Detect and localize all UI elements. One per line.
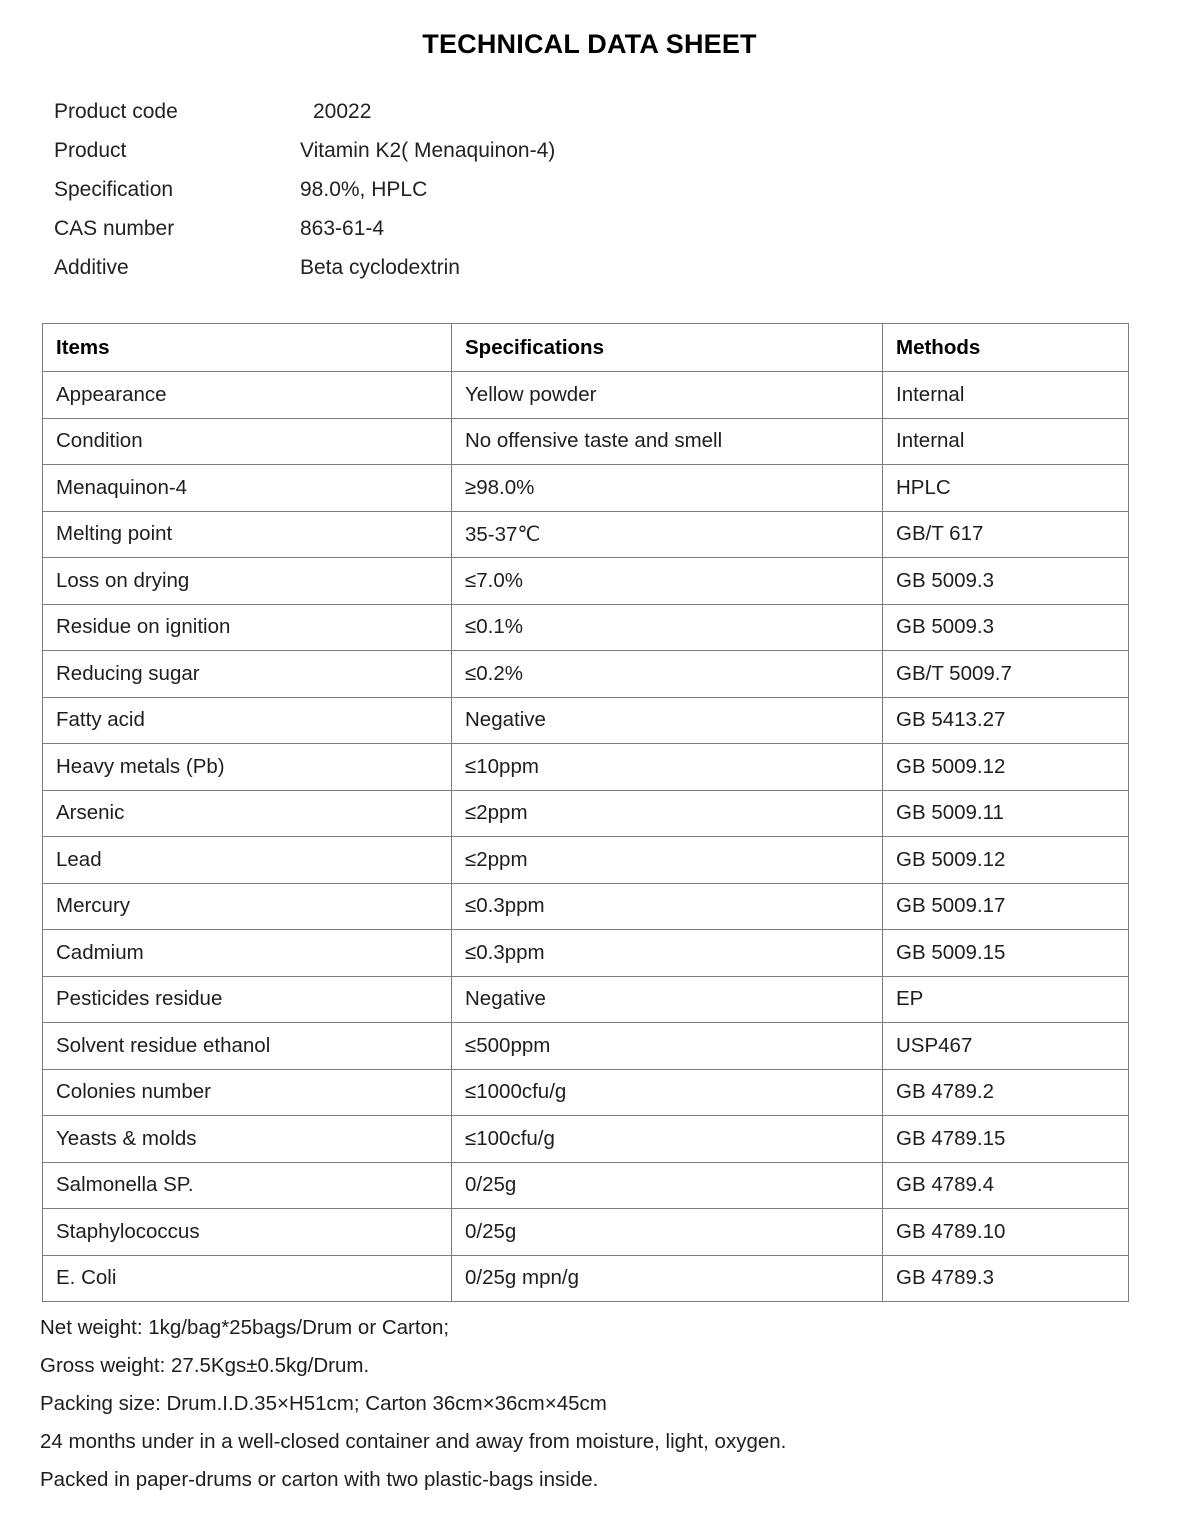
note-line: Packing size: Drum.I.D.35×H51cm; Carton 36cm×36cm×45cm	[40, 1392, 607, 1415]
meta-row	[54, 100, 1179, 139]
meta-row	[54, 178, 1179, 217]
cell-item: Fatty acid	[43, 697, 452, 744]
note-line: Net weight: 1kg/bag*25bags/Drum or Carton;	[40, 1316, 450, 1339]
specification-table-container	[0, 323, 1179, 1302]
table-row	[43, 697, 1129, 744]
cell-specification: 0/25g	[452, 1209, 883, 1256]
cell-method: GB 4789.4	[883, 1162, 1129, 1209]
cell-item: Colonies number	[43, 1069, 452, 1116]
meta-label: Additive	[54, 256, 129, 279]
cell-item: Reducing sugar	[43, 651, 452, 698]
meta-row	[54, 217, 1179, 256]
cell-specification: ≤0.2%	[452, 651, 883, 698]
cell-item: Menaquinon-4	[43, 465, 452, 512]
cell-specification: ≤1000cfu/g	[452, 1069, 883, 1116]
cell-item: Salmonella SP.	[43, 1162, 452, 1209]
table-head	[43, 324, 1129, 372]
meta-value: 20022	[313, 100, 372, 123]
cell-item: Yeasts & molds	[43, 1116, 452, 1163]
cell-method: Internal	[883, 372, 1129, 419]
meta-label: Product code	[54, 100, 178, 123]
cell-specification: 0/25g	[452, 1162, 883, 1209]
meta-row	[54, 256, 1179, 295]
cell-specification: ≤2ppm	[452, 790, 883, 837]
cell-specification: ≤0.3ppm	[452, 930, 883, 977]
table-row	[43, 883, 1129, 930]
table-row	[43, 744, 1129, 791]
table-header-row	[43, 324, 1129, 372]
meta-value: 863-61-4	[300, 217, 385, 240]
cell-specification: Negative	[452, 976, 883, 1023]
note-line: 24 months under in a well-closed container and away from moisture, light, oxygen.	[40, 1430, 787, 1453]
meta-value: 98.0%, HPLC	[300, 178, 428, 201]
meta-label: CAS number	[54, 217, 175, 240]
table-row	[43, 1255, 1129, 1302]
table-row	[43, 651, 1129, 698]
product-meta-block	[0, 100, 1179, 295]
cell-item: Condition	[43, 418, 452, 465]
cell-method: GB 5009.3	[883, 558, 1129, 605]
table-row	[43, 465, 1129, 512]
table-row	[43, 418, 1129, 465]
table-row	[43, 604, 1129, 651]
cell-item: Pesticides residue	[43, 976, 452, 1023]
specification-table	[42, 323, 1129, 1302]
note-line: Gross weight: 27.5Kgs±0.5kg/Drum.	[40, 1354, 370, 1377]
table-body	[43, 372, 1129, 1302]
meta-row	[54, 139, 1179, 178]
cell-method: GB 4789.3	[883, 1255, 1129, 1302]
cell-specification: Negative	[452, 697, 883, 744]
cell-method: HPLC	[883, 465, 1129, 512]
cell-item: Mercury	[43, 883, 452, 930]
cell-item: E. Coli	[43, 1255, 452, 1302]
cell-method: GB 5413.27	[883, 697, 1129, 744]
cell-method: GB 5009.17	[883, 883, 1129, 930]
cell-method: EP	[883, 976, 1129, 1023]
cell-method: GB 4789.10	[883, 1209, 1129, 1256]
cell-item: Arsenic	[43, 790, 452, 837]
cell-specification: ≤7.0%	[452, 558, 883, 605]
cell-specification: Yellow powder	[452, 372, 883, 419]
cell-item: Residue on ignition	[43, 604, 452, 651]
cell-specification: ≤0.3ppm	[452, 883, 883, 930]
cell-method: USP467	[883, 1023, 1129, 1070]
cell-item: Appearance	[43, 372, 452, 419]
cell-method: GB 5009.11	[883, 790, 1129, 837]
table-row	[43, 930, 1129, 977]
cell-method: GB 5009.12	[883, 837, 1129, 884]
meta-label: Specification	[54, 178, 174, 201]
page-title: TECHNICAL DATA SHEET	[422, 29, 757, 59]
column-header-items: Items	[43, 324, 452, 372]
cell-item: Loss on drying	[43, 558, 452, 605]
cell-method: GB 4789.15	[883, 1116, 1129, 1163]
cell-item: Melting point	[43, 511, 452, 558]
table-row	[43, 372, 1129, 419]
table-row	[43, 976, 1129, 1023]
cell-method: GB 4789.2	[883, 1069, 1129, 1116]
packing-notes	[0, 1309, 1179, 1499]
cell-specification: 0/25g mpn/g	[452, 1255, 883, 1302]
table-row	[43, 558, 1129, 605]
meta-label: Product	[54, 139, 127, 162]
cell-item: Solvent residue ethanol	[43, 1023, 452, 1070]
cell-method: GB 5009.3	[883, 604, 1129, 651]
cell-method: GB/T 5009.7	[883, 651, 1129, 698]
cell-item: Staphylococcus	[43, 1209, 452, 1256]
table-row	[43, 1209, 1129, 1256]
cell-specification: ≤2ppm	[452, 837, 883, 884]
cell-specification: ≤10ppm	[452, 744, 883, 791]
column-header-methods: Methods	[883, 324, 1129, 372]
cell-method: GB 5009.12	[883, 744, 1129, 791]
table-row	[43, 837, 1129, 884]
cell-item: Lead	[43, 837, 452, 884]
cell-item: Cadmium	[43, 930, 452, 977]
cell-specification: ≤500ppm	[452, 1023, 883, 1070]
note-line: Packed in paper-drums or carton with two plastic-bags inside.	[40, 1468, 599, 1491]
meta-value: Beta cyclodextrin	[300, 256, 460, 279]
column-header-specifications: Specifications	[452, 324, 883, 372]
cell-method: Internal	[883, 418, 1129, 465]
cell-specification: No offensive taste and smell	[452, 418, 883, 465]
cell-specification: ≤100cfu/g	[452, 1116, 883, 1163]
table-row	[43, 1023, 1129, 1070]
table-row	[43, 1069, 1129, 1116]
table-row	[43, 1162, 1129, 1209]
cell-method: GB/T 617	[883, 511, 1129, 558]
cell-specification: ≤0.1%	[452, 604, 883, 651]
cell-method: GB 5009.15	[883, 930, 1129, 977]
cell-item: Heavy metals (Pb)	[43, 744, 452, 791]
table-row	[43, 1116, 1129, 1163]
table-row	[43, 790, 1129, 837]
cell-specification: ≥98.0%	[452, 465, 883, 512]
cell-specification: 35-37℃	[452, 511, 883, 558]
meta-value: Vitamin K2( Menaquinon-4)	[300, 139, 556, 162]
table-row	[43, 511, 1129, 558]
